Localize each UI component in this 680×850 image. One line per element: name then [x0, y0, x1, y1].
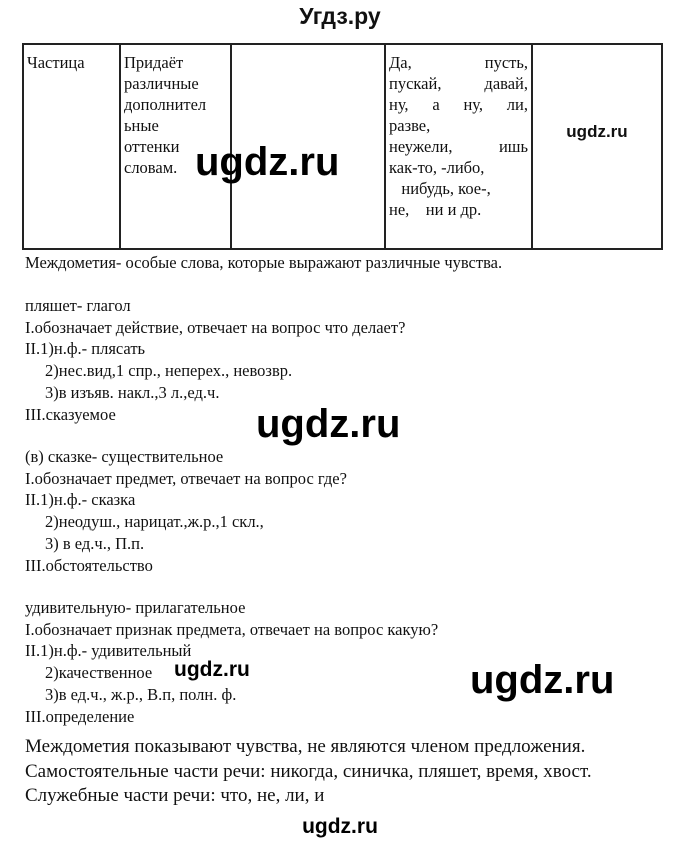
- noun-heading: (в) сказке- существительное: [25, 447, 224, 466]
- verb-analysis: пляшет- глагол I.обозначает действие, отвечает на вопрос что делает? II.1)н.ф.- плясать 2)нес.вид,1 спр., неперех., невозвр. 3)в изъяв. накл.,3 л.,ед.ч. III.сказуемое: [25, 296, 406, 424]
- verb-heading: пляшет- глагол: [25, 296, 131, 315]
- watermark: ugdz.ru: [195, 140, 340, 184]
- cell-watermark: [532, 44, 662, 249]
- cell-part-of-speech: Частица: [23, 44, 120, 249]
- cell-function: Придаёт различные дополнител ьные оттенки словам.: [120, 44, 231, 249]
- noun-analysis: (в) сказке- существительное I.обозначает предмет, отвечает на вопрос где? II.1)н.ф.- сказка 2)неодуш., нарицат.,ж.р.,1 скл., 3) в ед.ч., П.п. III.обстоятельство: [25, 447, 347, 575]
- cell-examples: Да, пусть, пускай, давай, ну, а ну, ли, разве, неужели, ишь как-то, -либо, нибудь, кое-, не, ни и др.: [385, 44, 532, 249]
- adjective-analysis: удивительную- прилагательное I.обозначает признак предмета, отвечает на вопрос какую? II.1)н.ф.- удивительный 2)качественное 3)в ед.ч., ж.р., В.п, полн. ф. III.определение: [25, 598, 439, 726]
- interjection-definition: Междометия- особые слова, которые выражают различные чувства.: [25, 253, 503, 272]
- watermark: ugdz.ru: [566, 122, 628, 141]
- table-row: [23, 44, 662, 249]
- conclusion: Междометия показывают чувства, не являются членом предложения. Самостоятельные части речи: никогда, синичка, пляшет, время, хвост. Служебные части речи: что, не, ли, и: [25, 736, 592, 806]
- watermark: ugdz.ru: [470, 658, 615, 702]
- watermark: ugdz.ru: [174, 658, 250, 681]
- watermark: ugdz.ru: [302, 815, 378, 838]
- adjective-heading: удивительную- прилагательное: [25, 598, 246, 617]
- parts-of-speech-table: [22, 43, 663, 250]
- site-title: Угдз.ру: [299, 3, 381, 29]
- watermark: ugdz.ru: [256, 402, 401, 446]
